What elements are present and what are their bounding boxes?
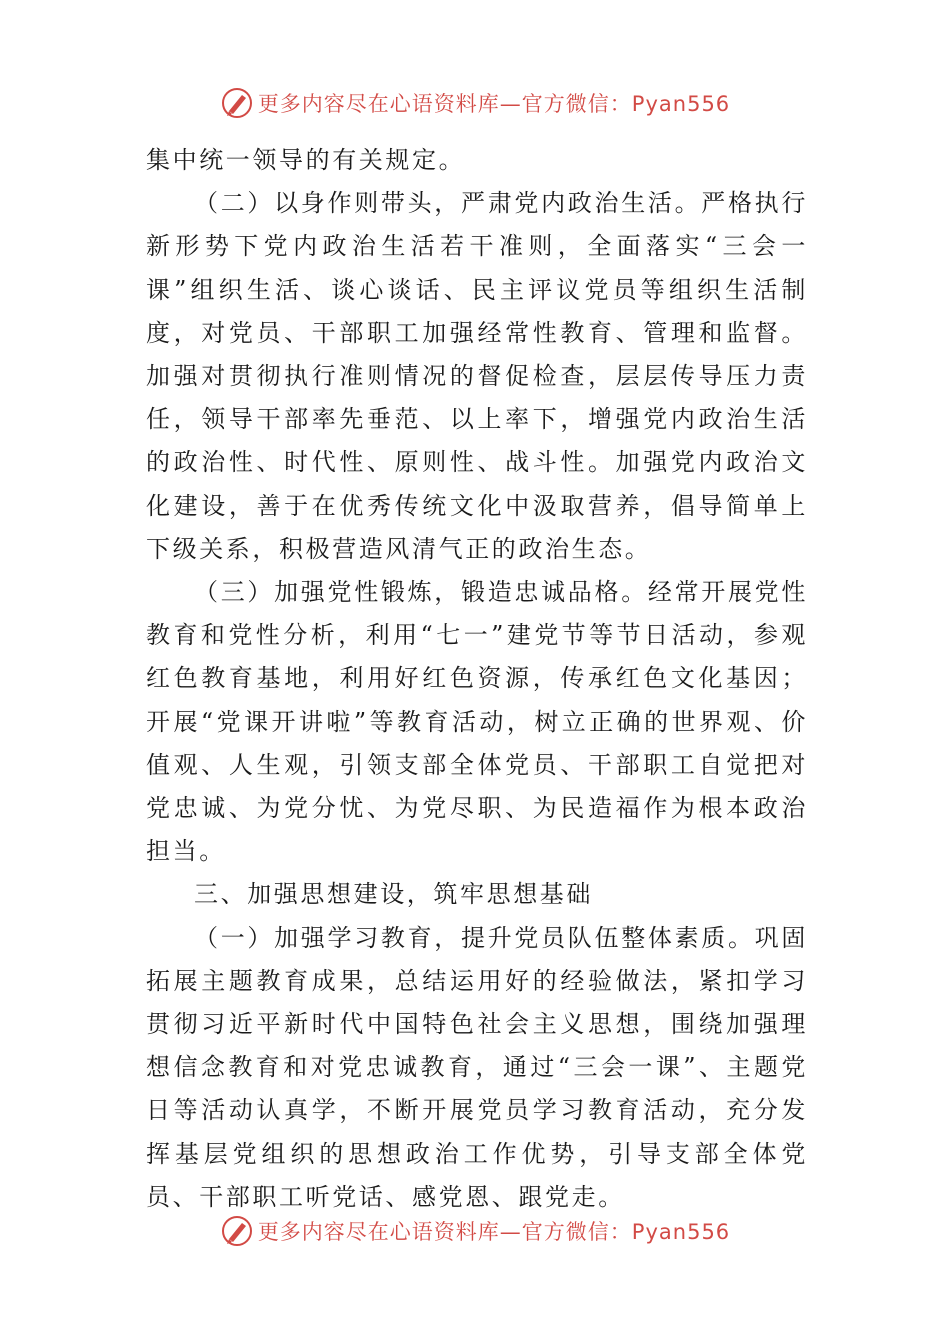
footer-watermark (0, 1211, 950, 1251)
document-body (146, 139, 808, 1219)
paragraph-section-3-1: （一）加强学习教育，提升党员队伍整体素质。巩固拓展主题教育成果，总结运用好的经验做法，紧扣学习贯彻习近平新时代中国特色社会主义思想，围绕加强理想信念教育和对党忠诚教育，通过“三会一课”、主题党日等活动认真学，不断开展党员学习教育活动，充分发挥基层党组织的思想政治工作优势，引导支部全体党员、干部职工听党话、感党恩、跟党走。 (146, 923, 808, 1211)
paragraph-section-2-3: （三）加强党性锻炼，锻造忠诚品格。经常开展党性教育和党性分析，利用“七一”建党节等节日活动，参观红色教育基地，利用好红色资源，传承红色文化基因；开展“党课开讲啦”等教育活动，树立正确的世界观、价值观、人生观，引领支部全体党员、干部职工自觉把对党忠诚、为党分忧、为党尽职、为民造福作为根本政治担当。 (146, 578, 808, 866)
paragraph-section-2-2: （二）以身作则带头，严肃党内政治生活。严格执行新形势下党内政治生活若干准则，全面落实“三会一课”组织生活、谈心谈话、民主评议党员等组织生活制度，对党员、干部职工加强经常性教育、管理和监督。加强对贯彻执行准则情况的督促检查，层层传导压力责任，领导干部率先垂范、以上率下，增强党内政治生活的政治性、时代性、原则性、战斗性。加强党内政治文化建设，善于在优秀传统文化中汲取营养，倡导简单上下级关系，积极营造风清气正的政治生态。 (146, 189, 808, 563)
paragraph-continuation: 集中统一领导的有关规定。 (146, 146, 466, 174)
pen-logo-icon (220, 86, 254, 120)
watermark-text: 更多内容尽在心语资料库—官方微信：Pyan556 (257, 92, 731, 116)
pen-logo-icon (220, 1214, 254, 1248)
section-heading-3: 三、加强思想建设，筑牢思想基础 (194, 880, 593, 909)
header-watermark (0, 83, 950, 123)
watermark-text: 更多内容尽在心语资料库—官方微信：Pyan556 (257, 1220, 731, 1244)
